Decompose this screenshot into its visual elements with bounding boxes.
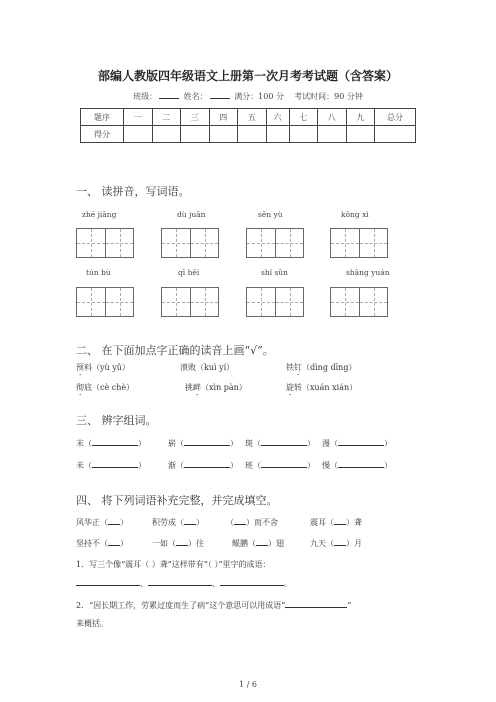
question-2-cont: 来概括。 <box>76 619 108 628</box>
question-1: 1．写三个像“震耳（ ）聋”这样带有“（ ）”里字的成语： <box>76 560 271 569</box>
pinyin-label: shí sǔn <box>261 268 288 277</box>
answer-blank[interactable] <box>234 517 246 525</box>
answer-blank[interactable] <box>261 460 307 468</box>
score-table <box>80 108 416 143</box>
idiom-item: 一如（ ）往 <box>152 539 204 548</box>
answer-blank[interactable] <box>176 538 188 546</box>
pronunciation-item: 预料（yù yǔ） <box>76 363 130 372</box>
writing-grid[interactable] <box>76 287 134 317</box>
score-header-cell: 总分 <box>375 109 416 126</box>
answer-blank[interactable] <box>220 578 284 586</box>
score-table-header <box>81 109 416 126</box>
score-cell[interactable] <box>318 126 347 143</box>
word-item: 班（ ） <box>245 461 315 470</box>
answer-blank[interactable] <box>285 600 347 608</box>
answer-blank[interactable] <box>92 460 138 468</box>
pinyin-label: zhé jiāng <box>82 210 117 219</box>
writing-grid[interactable] <box>161 287 219 317</box>
question-2: 2．“因长期工作，劳累过度而生了病”这个意思可以用成语“ ” <box>76 601 352 610</box>
score-row-label: 得分 <box>81 126 124 143</box>
answer-blank[interactable] <box>148 578 212 586</box>
score-header-cell: 四 <box>209 109 238 126</box>
pinyin-label: kǒng xì <box>341 210 369 219</box>
score-header-cell: 三 <box>181 109 210 126</box>
page-title: 部编人教版四年级语文上册第一次月考考试题（含答案） <box>97 69 398 83</box>
word-item: 未（ ） <box>76 461 146 470</box>
class-blank <box>159 90 179 99</box>
idiom-item: （ ）而不舍 <box>226 518 278 527</box>
score-cell[interactable] <box>289 126 318 143</box>
word-item: 漫（ ） <box>322 439 392 448</box>
answer-blank[interactable] <box>256 538 268 546</box>
word-item: 渐（ ） <box>168 461 238 470</box>
score-cell[interactable] <box>238 126 267 143</box>
answer-blank[interactable] <box>108 538 120 546</box>
exam-time: 考试时间：90 分钟 <box>294 92 363 101</box>
section1-title: 一、 读拼音，写词语。 <box>76 185 190 198</box>
score-header-cell: 五 <box>238 109 267 126</box>
pronunciation-item: 挑衅（xìn pàn） <box>185 383 247 392</box>
idiom-item: 鲲鹏（ ）翅 <box>232 539 284 548</box>
answer-blank[interactable] <box>338 438 384 446</box>
idiom-item: 风华正（ ） <box>76 518 128 527</box>
score-cell[interactable] <box>266 126 289 143</box>
name-label: 姓名： <box>183 92 208 101</box>
score-header-cell: 题序 <box>81 109 124 126</box>
answer-blank[interactable] <box>334 538 346 546</box>
idiom-item: 坚持不（ ） <box>76 539 128 548</box>
word-item: 斑（ ） <box>245 439 315 448</box>
answer-blank[interactable] <box>338 460 384 468</box>
score-header-cell: 六 <box>266 109 289 126</box>
score-cell[interactable] <box>152 126 181 143</box>
name-blank <box>210 90 230 99</box>
idiom-item: 九天（ ）月 <box>310 539 362 548</box>
pronunciation-item: 旋转（xuán xián） <box>286 383 358 392</box>
score-cell[interactable] <box>346 126 375 143</box>
pronunciation-item: 铁钉（dìng dīng） <box>286 363 357 372</box>
word-item: 崭（ ） <box>168 439 238 448</box>
section4-title: 四、 将下列词语补充完整，并完成填空。 <box>76 494 278 507</box>
score-cell[interactable] <box>209 126 238 143</box>
pinyin-label: qī hēi <box>178 268 200 277</box>
score-cell[interactable] <box>375 126 416 143</box>
pinyin-label: shāng yuán <box>346 268 390 277</box>
answer-blank[interactable] <box>76 578 140 586</box>
score-header-cell: 九 <box>346 109 375 126</box>
answer-blank[interactable] <box>261 438 307 446</box>
score-cell[interactable] <box>181 126 210 143</box>
score-header-cell: 八 <box>318 109 347 126</box>
writing-grid[interactable] <box>246 287 304 317</box>
answer-blank[interactable] <box>184 517 196 525</box>
answer-blank[interactable] <box>184 460 230 468</box>
section3-title: 三、 辨字组词。 <box>76 414 157 427</box>
pinyin-label: dù juān <box>177 210 206 219</box>
answer-blank[interactable] <box>334 517 346 525</box>
idiom-item: 积劳成（ ） <box>152 518 204 527</box>
writing-grid[interactable] <box>330 287 388 317</box>
pronunciation-item: 溃败（kuì yí） <box>180 363 235 372</box>
pronunciation-item: 彻底（cè chè） <box>76 383 135 392</box>
answer-blank[interactable] <box>108 517 120 525</box>
pinyin-label: sēn yù <box>258 210 283 219</box>
question-1-answers: 、 、 。 <box>76 578 292 589</box>
class-label: 班级： <box>133 92 158 101</box>
writing-grid[interactable] <box>246 228 304 258</box>
answer-blank[interactable] <box>184 438 230 446</box>
exam-info <box>0 90 496 102</box>
pinyin-label: tún bù <box>86 268 111 277</box>
score-cell[interactable] <box>124 126 153 143</box>
word-item: 末（ ） <box>76 439 146 448</box>
answer-blank[interactable] <box>92 438 138 446</box>
writing-grid[interactable] <box>76 228 134 258</box>
score-header-cell: 二 <box>152 109 181 126</box>
score-header-cell: 七 <box>289 109 318 126</box>
score-table-row <box>81 126 416 143</box>
writing-grid[interactable] <box>161 228 219 258</box>
writing-grid[interactable] <box>330 228 388 258</box>
page-number: 1 / 6 <box>239 680 257 689</box>
section2-title: 二、 在下面加点字正确的读音上画“√”。 <box>76 344 274 357</box>
word-item: 慢（ ） <box>322 461 392 470</box>
idiom-item: 震耳（ ）聋 <box>310 518 362 527</box>
score-header-cell: 一 <box>124 109 153 126</box>
full-score: 满分：100 分 <box>234 92 284 101</box>
